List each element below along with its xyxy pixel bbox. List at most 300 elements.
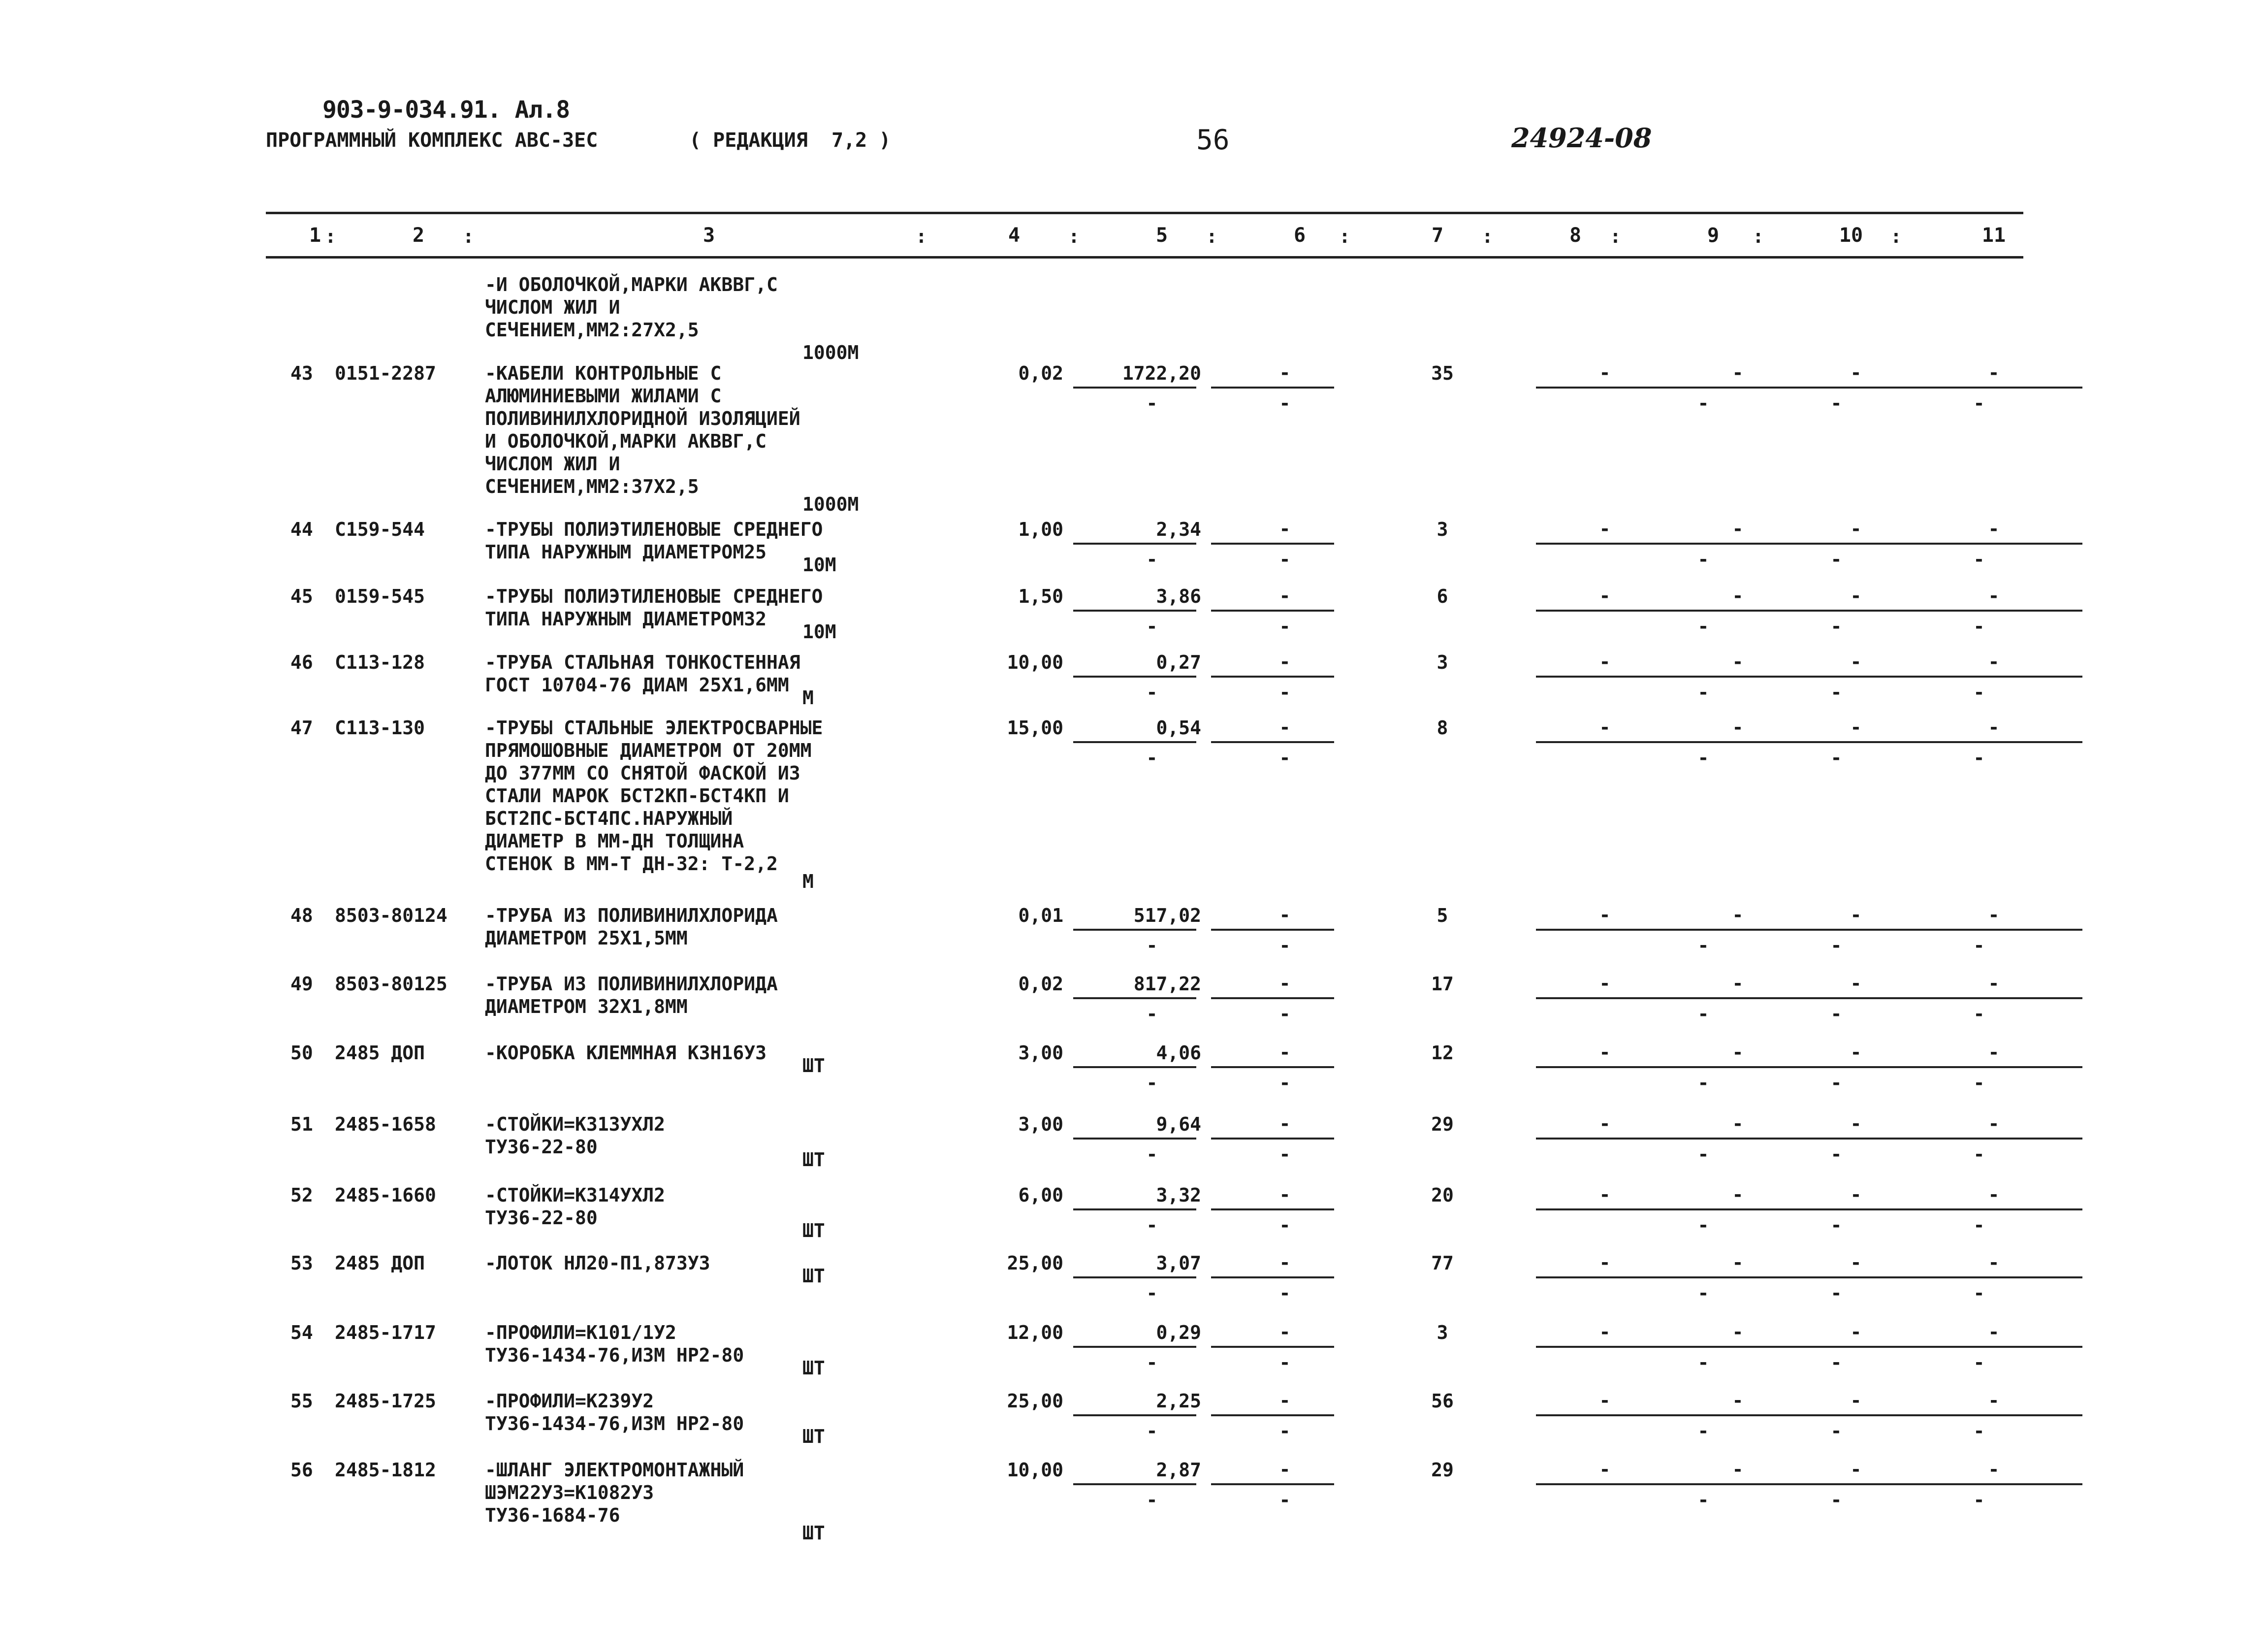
unit-price: 0,29	[1156, 1322, 1201, 1343]
quantity: 12,00	[1007, 1322, 1063, 1343]
dash-mark: -	[1599, 1113, 1611, 1135]
row-number: 50	[290, 1042, 313, 1064]
underline-rule	[1945, 1066, 2082, 1068]
underline-rule	[1211, 929, 1334, 931]
dash-mark: -	[1146, 1282, 1158, 1304]
dash-mark: -	[1830, 747, 1842, 769]
unit-price: 3,86	[1156, 586, 1201, 607]
price-code: 8503-80125	[335, 973, 447, 995]
description-line: -ТРУБА СТАЛЬНАЯ ТОНКОСТЕННАЯ	[485, 652, 800, 673]
dash-mark: -	[1697, 1352, 1709, 1373]
program-title: ПРОГРАММНЫЙ КОМПЛЕКС АВС-ЗЕС	[266, 129, 598, 152]
underline-rule	[1536, 543, 1674, 545]
column-separator: :	[1890, 226, 1902, 247]
description-line: -СТОЙКИ=К314УХЛ2	[485, 1184, 666, 1206]
quantity: 6,00	[1018, 1184, 1063, 1206]
underline-rule	[1674, 1066, 1812, 1068]
underline-rule	[1073, 1414, 1196, 1416]
underline-rule	[1536, 929, 1674, 931]
dash-mark: -	[1988, 518, 2000, 540]
dash-mark: -	[1279, 1003, 1291, 1025]
underline-rule	[1945, 997, 2082, 999]
dash-mark: -	[1732, 1252, 1744, 1273]
total: 8	[1437, 717, 1448, 739]
unit-price: 0,54	[1156, 717, 1201, 739]
dash-mark: -	[1973, 1072, 1985, 1094]
dash-mark: -	[1830, 935, 1842, 956]
dash-mark: -	[1146, 747, 1158, 769]
description-line: -ТРУБЫ ПОЛИЭТИЛЕНОВЫЕ СРЕДНЕГО	[485, 586, 823, 607]
dash-mark: -	[1279, 616, 1291, 637]
underline-rule	[1674, 1346, 1812, 1348]
price-code: 2485-1660	[335, 1184, 436, 1206]
underline-rule	[1674, 929, 1812, 931]
underline-rule	[1073, 387, 1196, 389]
unit-label: ШТ	[802, 1265, 825, 1287]
underline-rule	[1807, 1483, 1945, 1485]
dash-mark: -	[1732, 585, 1744, 607]
underline-rule	[1211, 1138, 1334, 1140]
underline-rule	[1073, 1483, 1196, 1485]
underline-rule	[1073, 610, 1196, 612]
unit-price: 9,64	[1156, 1113, 1201, 1135]
underline-rule	[1536, 741, 1674, 743]
total: 5	[1437, 905, 1448, 926]
underline-rule	[1073, 997, 1196, 999]
underline-rule	[1807, 387, 1945, 389]
row-number: 52	[290, 1184, 313, 1206]
quantity: 10,00	[1007, 1459, 1063, 1481]
dash-mark: -	[1599, 717, 1611, 738]
description-line: -ТРУБЫ ПОЛИЭТИЛЕНОВЫЕ СРЕДНЕГО	[485, 519, 823, 540]
row-number: 56	[290, 1459, 313, 1481]
column-header: 3	[703, 224, 715, 247]
quantity: 1,00	[1018, 519, 1063, 540]
dash-mark: -	[1599, 973, 1611, 994]
underline-rule	[1945, 387, 2082, 389]
column-separator: :	[1482, 226, 1493, 247]
dash-mark: -	[1279, 362, 1291, 384]
dash-mark: -	[1279, 1072, 1291, 1094]
underline-rule	[1674, 1208, 1812, 1210]
dash-mark: -	[1146, 1489, 1158, 1511]
quantity: 3,00	[1018, 1042, 1063, 1064]
underline-rule	[1073, 1138, 1196, 1140]
dash-mark: -	[1279, 651, 1291, 673]
underline-rule	[1674, 676, 1812, 678]
description-line: -ШЛАНГ ЭЛЕКТРОМОНТАЖНЫЙ	[485, 1459, 744, 1481]
dash-mark: -	[1850, 973, 1862, 994]
dash-mark: -	[1697, 549, 1709, 570]
dash-mark: -	[1279, 973, 1291, 994]
dash-mark: -	[1146, 1003, 1158, 1025]
price-code: С113-130	[335, 717, 425, 739]
underline-rule	[1211, 1483, 1334, 1485]
underline-rule	[1674, 387, 1812, 389]
dash-mark: -	[1988, 585, 2000, 607]
dash-mark: -	[1697, 1282, 1709, 1304]
dash-mark: -	[1732, 1042, 1744, 1063]
total: 12	[1431, 1042, 1454, 1064]
dash-mark: -	[1279, 935, 1291, 956]
price-code: 8503-80124	[335, 905, 447, 926]
dash-mark: -	[1279, 1390, 1291, 1411]
price-code: 2485-1717	[335, 1322, 436, 1343]
underline-rule	[1536, 1208, 1674, 1210]
unit-label: ШТ	[802, 1149, 825, 1171]
underline-rule	[1536, 1066, 1674, 1068]
description-line: ШЭМ22У3=К1082У3	[485, 1482, 654, 1503]
column-separator: :	[1610, 226, 1621, 247]
page-number: 56	[1196, 124, 1230, 156]
dash-mark: -	[1697, 1420, 1709, 1442]
unit-label: 10М	[802, 554, 836, 576]
column-header: 5	[1155, 224, 1168, 247]
unit-price: 3,07	[1156, 1252, 1201, 1274]
underline-rule	[1674, 543, 1812, 545]
total: 3	[1437, 1322, 1448, 1343]
description-line: ДИАМЕТРОМ 32Х1,8ММ	[485, 996, 688, 1017]
underline-rule	[1674, 610, 1812, 612]
description-line: ПРЯМОШОВНЫЕ ДИАМЕТРОМ ОТ 20ММ	[485, 740, 812, 761]
unit-price: 2,25	[1156, 1390, 1201, 1412]
dash-mark: -	[1146, 1214, 1158, 1236]
dash-mark: -	[1973, 1214, 1985, 1236]
underline-rule	[1807, 929, 1945, 931]
price-code: 0159-545	[335, 586, 425, 607]
underline-rule	[1211, 676, 1334, 678]
column-header: 6	[1293, 224, 1306, 247]
description-line: ЧИСЛОМ ЖИЛ И	[485, 453, 620, 475]
description-line: -И ОБОЛОЧКОЙ,МАРКИ АКВВГ,С	[485, 274, 778, 295]
price-code: 2485-1658	[335, 1113, 436, 1135]
quantity: 1,50	[1018, 586, 1063, 607]
dash-mark: -	[1988, 973, 2000, 994]
description-line: -ПРОФИЛИ=К239У2	[485, 1390, 654, 1412]
description-line: ТУ36-1434-76,ИЗМ НР2-80	[485, 1344, 744, 1366]
description-line: ТИПА НАРУЖНЫМ ДИАМЕТРОМ25	[485, 541, 767, 563]
dash-mark: -	[1830, 616, 1842, 637]
dash-mark: -	[1988, 904, 2000, 926]
underline-rule	[1073, 543, 1196, 545]
dash-mark: -	[1850, 1113, 1862, 1135]
description-line: ГОСТ 10704-76 ДИАМ 25Х1,6ММ	[485, 674, 789, 696]
dash-mark: -	[1697, 1003, 1709, 1025]
total: 29	[1431, 1113, 1454, 1135]
price-code: С159-544	[335, 519, 425, 540]
dash-mark: -	[1599, 585, 1611, 607]
underline-rule	[1073, 676, 1196, 678]
dash-mark: -	[1830, 1143, 1842, 1165]
description-line: ТУ36-22-80	[485, 1136, 598, 1158]
underline-rule	[1073, 1276, 1196, 1278]
dash-mark: -	[1697, 1489, 1709, 1511]
unit-price: 517,02	[1133, 905, 1201, 926]
underline-rule	[1945, 1483, 2082, 1485]
description-line: ТУ36-1434-76,ИЗМ НР2-80	[485, 1413, 744, 1434]
quantity: 25,00	[1007, 1390, 1063, 1412]
dash-mark: -	[1830, 1214, 1842, 1236]
dash-mark: -	[1599, 904, 1611, 926]
row-number: 54	[290, 1322, 313, 1343]
archive-stamp: 24924-08	[1511, 122, 1652, 154]
description-line: ДО 377ММ СО СНЯТОЙ ФАСКОЙ ИЗ	[485, 762, 800, 784]
dash-mark: -	[1830, 392, 1842, 414]
dash-mark: -	[1988, 1321, 2000, 1343]
dash-mark: -	[1973, 1489, 1985, 1511]
dash-mark: -	[1830, 682, 1842, 703]
dash-mark: -	[1732, 973, 1744, 994]
underline-rule	[1211, 1414, 1334, 1416]
dash-mark: -	[1599, 651, 1611, 673]
row-number: 55	[290, 1390, 313, 1412]
underline-rule	[1211, 610, 1334, 612]
dash-mark: -	[1830, 1352, 1842, 1373]
underline-rule	[1674, 1276, 1812, 1278]
underline-rule	[1945, 929, 2082, 931]
underline-rule	[1211, 997, 1334, 999]
quantity: 0,02	[1018, 973, 1063, 995]
unit-price: 4,06	[1156, 1042, 1201, 1064]
dash-mark: -	[1697, 392, 1709, 414]
dash-mark: -	[1988, 1113, 2000, 1135]
dash-mark: -	[1850, 1459, 1862, 1480]
dash-mark: -	[1732, 1390, 1744, 1411]
dash-mark: -	[1146, 682, 1158, 703]
total: 35	[1431, 362, 1454, 384]
column-separator: :	[1339, 226, 1350, 247]
dash-mark: -	[1146, 549, 1158, 570]
dash-mark: -	[1830, 1003, 1842, 1025]
unit-label: ШТ	[802, 1055, 825, 1076]
total: 3	[1437, 652, 1448, 673]
description-line: -КАБЕЛИ КОНТРОЛЬНЫЕ С	[485, 362, 722, 384]
dash-mark: -	[1973, 747, 1985, 769]
dash-mark: -	[1146, 392, 1158, 414]
dash-mark: -	[1973, 1352, 1985, 1373]
dash-mark: -	[1146, 1072, 1158, 1094]
underline-rule	[1211, 1208, 1334, 1210]
quantity: 15,00	[1007, 717, 1063, 739]
description-line: СТЕНОК В ММ-Т ДН-32: Т-2,2	[485, 853, 778, 875]
description-line: ДИАМЕТРОМ 25Х1,5ММ	[485, 927, 688, 949]
underline-rule	[1211, 1346, 1334, 1348]
dash-mark: -	[1697, 682, 1709, 703]
underline-rule	[1674, 1138, 1812, 1140]
underline-rule	[1674, 741, 1812, 743]
price-code: 2485 ДОП	[335, 1252, 425, 1274]
underline-rule	[1211, 741, 1334, 743]
document-code: 903-9-034.91. Ал.8	[322, 96, 570, 124]
dash-mark: -	[1697, 1143, 1709, 1165]
total: 77	[1431, 1252, 1454, 1274]
dash-mark: -	[1988, 717, 2000, 738]
column-separator: :	[916, 226, 927, 247]
underline-rule	[1945, 741, 2082, 743]
row-number: 47	[290, 717, 313, 739]
dash-mark: -	[1732, 1184, 1744, 1205]
underline-rule	[1536, 1276, 1674, 1278]
dash-mark: -	[1599, 1321, 1611, 1343]
description-line: СЕЧЕНИЕМ,ММ2:37Х2,5	[485, 476, 699, 497]
description-line: АЛЮМИНИЕВЫМИ ЖИЛАМИ С	[485, 385, 722, 407]
dash-mark: -	[1279, 1459, 1291, 1480]
dash-mark: -	[1599, 1042, 1611, 1063]
underline-rule	[1807, 1346, 1945, 1348]
dash-mark: -	[1599, 1252, 1611, 1273]
header-rule	[266, 256, 2023, 259]
description-line: И ОБОЛОЧКОЙ,МАРКИ АКВВГ,С	[485, 430, 767, 452]
dash-mark: -	[1732, 1459, 1744, 1480]
dash-mark: -	[1850, 1184, 1862, 1205]
unit-label: ШТ	[802, 1522, 825, 1544]
dash-mark: -	[1988, 1459, 2000, 1480]
unit-price: 817,22	[1133, 973, 1201, 995]
dash-mark: -	[1973, 935, 1985, 956]
column-header: 2	[412, 224, 425, 247]
description-line: -ТРУБА ИЗ ПОЛИВИНИЛХЛОРИДА	[485, 973, 778, 995]
dash-mark: -	[1830, 1282, 1842, 1304]
underline-rule	[1073, 741, 1196, 743]
dash-mark: -	[1850, 717, 1862, 738]
total: 20	[1431, 1184, 1454, 1206]
dash-mark: -	[1279, 682, 1291, 703]
dash-mark: -	[1146, 935, 1158, 956]
dash-mark: -	[1697, 1214, 1709, 1236]
quantity: 3,00	[1018, 1113, 1063, 1135]
underline-rule	[1945, 1138, 2082, 1140]
dash-mark: -	[1146, 616, 1158, 637]
dash-mark: -	[1850, 1252, 1862, 1273]
edition: ( РЕДАКЦИЯ 7,2 )	[689, 129, 891, 152]
description-line: ТУ36-22-80	[485, 1207, 598, 1229]
dash-mark: -	[1732, 362, 1744, 384]
underline-rule	[1536, 997, 1674, 999]
column-header: 11	[1981, 224, 2006, 247]
description-line: -ПРОФИЛИ=К101/1У2	[485, 1322, 676, 1343]
dash-mark: -	[1599, 1390, 1611, 1411]
underline-rule	[1945, 1346, 2082, 1348]
price-code: 0151-2287	[335, 362, 436, 384]
dash-mark: -	[1279, 717, 1291, 738]
dash-mark: -	[1279, 1282, 1291, 1304]
underline-rule	[1536, 1414, 1674, 1416]
underline-rule	[1536, 1346, 1674, 1348]
dash-mark: -	[1732, 518, 1744, 540]
dash-mark: -	[1830, 549, 1842, 570]
unit-price: 1722,20	[1122, 362, 1201, 384]
description-line: -ТРУБЫ СТАЛЬНЫЕ ЭЛЕКТРОСВАРНЫЕ	[485, 717, 823, 739]
column-separator: :	[1753, 226, 1764, 247]
price-code: 2485-1725	[335, 1390, 436, 1412]
dash-mark: -	[1973, 1143, 1985, 1165]
column-header: 4	[1008, 224, 1021, 247]
underline-rule	[1807, 997, 1945, 999]
quantity: 10,00	[1007, 652, 1063, 673]
total: 56	[1431, 1390, 1454, 1412]
dash-mark: -	[1973, 1420, 1985, 1442]
dash-mark: -	[1279, 747, 1291, 769]
dash-mark: -	[1850, 518, 1862, 540]
unit-label: 10М	[802, 621, 836, 643]
underline-rule	[1807, 1414, 1945, 1416]
dash-mark: -	[1599, 1184, 1611, 1205]
dash-mark: -	[1697, 616, 1709, 637]
unit-label: ШТ	[802, 1426, 825, 1447]
row-number: 44	[290, 519, 313, 540]
dash-mark: -	[1279, 1214, 1291, 1236]
description-line: -СТОЙКИ=К313УХЛ2	[485, 1113, 666, 1135]
dash-mark: -	[1988, 1184, 2000, 1205]
dash-mark: -	[1973, 1003, 1985, 1025]
total: 3	[1437, 519, 1448, 540]
dash-mark: -	[1279, 1184, 1291, 1205]
dash-mark: -	[1146, 1420, 1158, 1442]
underline-rule	[1807, 610, 1945, 612]
dash-mark: -	[1732, 717, 1744, 738]
dash-mark: -	[1279, 1420, 1291, 1442]
dash-mark: -	[1599, 1459, 1611, 1480]
price-code: С113-128	[335, 652, 425, 673]
dash-mark: -	[1279, 1352, 1291, 1373]
total: 6	[1437, 586, 1448, 607]
underline-rule	[1211, 1276, 1334, 1278]
dash-mark: -	[1973, 1282, 1985, 1304]
column-separator: :	[325, 226, 336, 247]
dash-mark: -	[1850, 1390, 1862, 1411]
column-header: 9	[1707, 224, 1720, 247]
unit-price: 3,32	[1156, 1184, 1201, 1206]
dash-mark: -	[1973, 616, 1985, 637]
underline-rule	[1536, 1138, 1674, 1140]
quantity: 0,01	[1018, 905, 1063, 926]
dash-mark: -	[1279, 585, 1291, 607]
dash-mark: -	[1697, 935, 1709, 956]
top-rule	[266, 212, 2023, 214]
dash-mark: -	[1973, 549, 1985, 570]
row-number: 53	[290, 1252, 313, 1274]
column-separator: :	[1068, 226, 1080, 247]
dash-mark: -	[1146, 1352, 1158, 1373]
dash-mark: -	[1850, 904, 1862, 926]
dash-mark: -	[1279, 1143, 1291, 1165]
underline-rule	[1807, 543, 1945, 545]
row-number: 51	[290, 1113, 313, 1135]
underline-rule	[1073, 1346, 1196, 1348]
underline-rule	[1807, 676, 1945, 678]
dash-mark: -	[1973, 392, 1985, 414]
dash-mark: -	[1850, 651, 1862, 673]
column-header: 7	[1431, 224, 1444, 247]
dash-mark: -	[1850, 1042, 1862, 1063]
unit-label: 1000М	[802, 493, 859, 515]
dash-mark: -	[1279, 1252, 1291, 1273]
description-line: СТАЛИ МАРОК БСТ2КП-БСТ4КП И	[485, 785, 789, 807]
underline-rule	[1945, 1414, 2082, 1416]
dash-mark: -	[1988, 1390, 2000, 1411]
dash-mark: -	[1279, 518, 1291, 540]
underline-rule	[1211, 543, 1334, 545]
dash-mark: -	[1279, 1042, 1291, 1063]
description-line: ПОЛИВИНИЛХЛОРИДНОЙ ИЗОЛЯЦИЕЙ	[485, 408, 800, 429]
dash-mark: -	[1850, 1321, 1862, 1343]
dash-mark: -	[1599, 362, 1611, 384]
dash-mark: -	[1279, 549, 1291, 570]
dash-mark: -	[1988, 1252, 2000, 1273]
unit-price: 0,27	[1156, 652, 1201, 673]
underline-rule	[1807, 741, 1945, 743]
description-line: -КОРОБКА КЛЕММНАЯ КЗН16У3	[485, 1042, 767, 1064]
